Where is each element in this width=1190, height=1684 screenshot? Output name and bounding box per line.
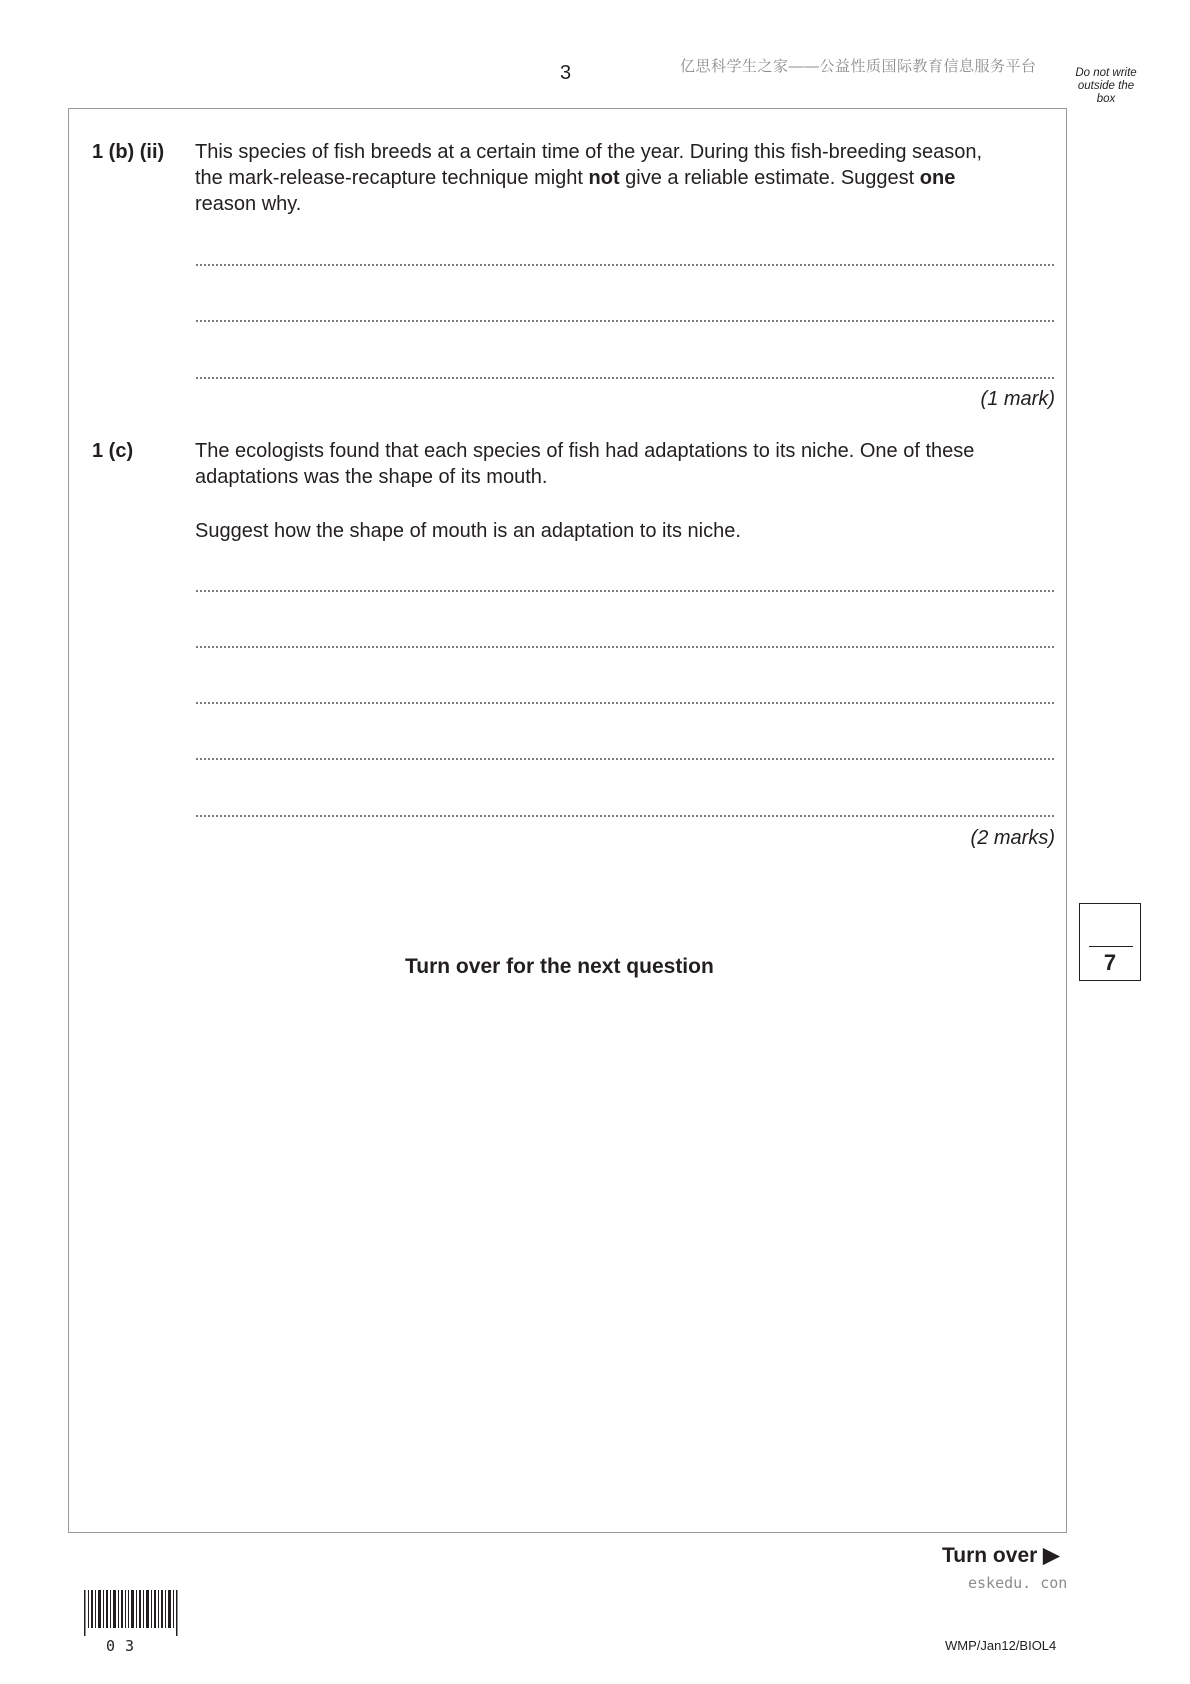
score-total: 7 — [1103, 950, 1117, 975]
question-number-1c: 1 (c) — [92, 440, 134, 462]
answer-line[interactable] — [195, 377, 1055, 379]
question-text-1c: The ecologists found that each species of fish had adaptations to its niche. One of these adaptations was the shape of its mouth. — [195, 440, 975, 488]
question-text-part: This species of fish breeds at a certain time of the year. During this fish-breeding season, the mark-release-recapture technique might — [195, 141, 983, 189]
marks-label: (2 marks) — [970, 827, 1055, 849]
margin-note-line: outside the — [1077, 80, 1135, 92]
question-number-1bii: 1 (b) (ii) — [92, 141, 165, 163]
question-text-part: reason why. — [195, 193, 302, 215]
answer-line[interactable] — [195, 590, 1055, 592]
answer-line[interactable] — [195, 815, 1055, 817]
turn-over-next-question: Turn over for the next question — [405, 955, 714, 978]
margin-note-line: box — [1096, 93, 1116, 105]
answer-line[interactable] — [195, 758, 1055, 760]
answer-line[interactable] — [195, 264, 1055, 266]
marks-label: (1 mark) — [980, 388, 1055, 410]
paper-reference: WMP/Jan12/BIOL4 — [945, 1638, 1057, 1653]
answer-line[interactable] — [195, 320, 1055, 322]
site-watermark: eskedu. con — [968, 1574, 1068, 1592]
answer-line[interactable] — [195, 646, 1055, 648]
barcode-icon — [84, 1590, 180, 1636]
emphasis-one: one — [919, 167, 956, 189]
watermark-text: 亿思科学生之家——公益性质国际教育信息服务平台 — [680, 58, 1037, 75]
turn-over-label: Turn over ▶ — [942, 1544, 1060, 1567]
question-text-1bii — [195, 139, 1015, 217]
margin-note — [1066, 67, 1146, 106]
margin-note-line: Do not write — [1075, 67, 1137, 79]
emphasis-not: not — [588, 167, 620, 189]
answer-line[interactable] — [195, 702, 1055, 704]
barcode-digits: 03 — [106, 1637, 145, 1655]
page-number: 3 — [560, 62, 572, 84]
question-prompt-1c: Suggest how the shape of mouth is an adaptation to its niche. — [195, 520, 741, 542]
score-box-line — [1089, 946, 1133, 947]
question-text-part: give a reliable estimate. Suggest — [619, 167, 920, 189]
